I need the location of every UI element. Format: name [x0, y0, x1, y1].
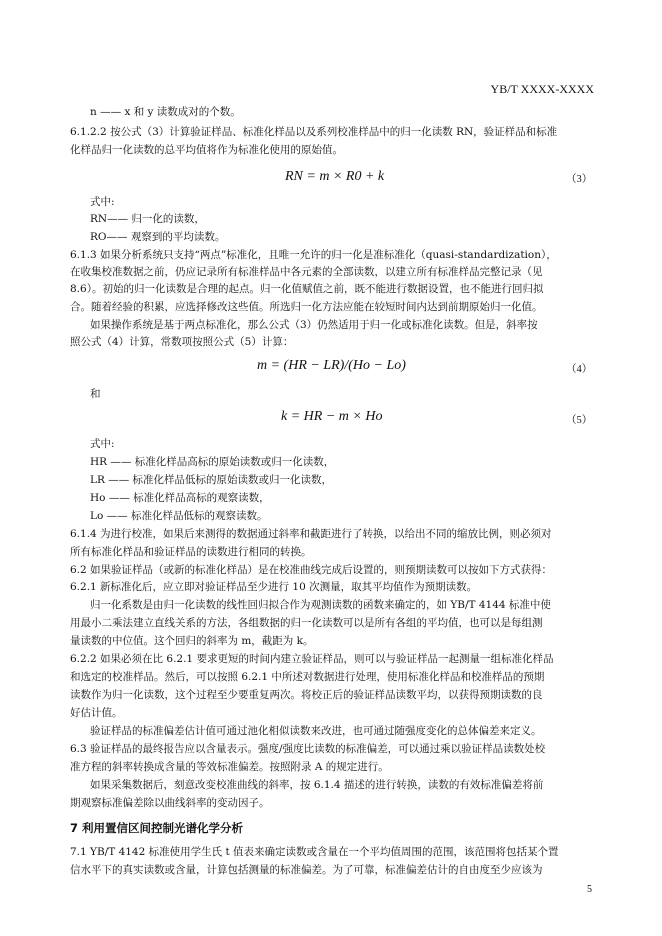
- text-line: n —— x 和 y 读数成对的个数。: [90, 106, 241, 118]
- text-line: 准方程的斜率转换成含量的等效标准偏差。按照附录 A 的规定进行。: [70, 761, 389, 773]
- text-line: 归一化系数是由归一化读数的线性回归拟合作为观测读数的函数来确定的，如 YB/T 4144 标准中使: [90, 599, 551, 611]
- text-line: 6.2 如果验证样品（或新的标准化样品）是在校准曲线完成后设置的，则预期读数可以按如下方式获得：: [70, 564, 553, 576]
- text-line: 6.2.1 新标准化后，应立即对验证样品至少进行 10 次测量，取其平均值作为预期读数。: [70, 581, 478, 593]
- equation-4: m = (HR − LR)/(Ho − Lo): [257, 358, 406, 373]
- text-line: 如果采集数据后，刻意改变校准曲线的斜率，按 6.1.4 描述的进行转换，读数的有效标准偏差将前: [90, 779, 544, 791]
- text-line: LR —— 标准化样品低标的原始读数或归一化读数，: [90, 474, 333, 486]
- text-line: 合。随着经验的积累，应选择修改这些值。所选归一化方法应能在较短时间内达到前期原始归一化值。: [70, 301, 543, 313]
- text-line: Ho —— 标准化样品高标的观察读数，: [90, 492, 270, 504]
- text-line: 照公式（4）计算，常数项按照公式（5）计算：: [70, 336, 294, 348]
- text-line: 7.1 YB/T 4142 标准使用学生氏 t 值表来确定读数或含量在一个平均值周围的范围，该范围将包括某个置: [70, 846, 559, 858]
- text-line: 式中:: [90, 196, 115, 208]
- text-line: RO—— 观察到的平均读数。: [90, 231, 226, 243]
- text-line: 好估计值。: [70, 707, 123, 719]
- text-line: 读数作为归一化读数，这个过程至少要重复两次。将校正后的验证样品读数平均，以获得预期读数的良: [70, 689, 543, 701]
- text-line: 在收集校准数据之前，仍应记录所有标准样品中各元素的全部读数，以建立所有标准样品完整记录（见: [70, 266, 543, 278]
- text-line: 6.3 验证样品的最终报告应以含量表示。强度/强度比读数的标准偏差，可以通过乘以验证样品读数处校: [70, 743, 546, 755]
- text-line: 量读数的中位值。这个回归的斜率为 m，截距为 k。: [70, 635, 314, 647]
- text-line: 8.6）。初始的归一化读数是合理的起点。归一化值赋值之前，既不能进行数据设置，也不能进行回归拟: [70, 283, 544, 295]
- text-line: 和选定的校准样品。然后，可以按照 6.2.1 中所述对数据进行处理，使用标准化样品和校准样品的预期: [70, 671, 545, 683]
- text-line: 化样品归一化读数的总平均值将作为标准化使用的原始值。: [70, 144, 343, 156]
- section-7-heading: 7 利用置信区间控制光谱化学分析: [70, 821, 244, 835]
- text-line: Lo —— 标准化样品低标的观察读数。: [90, 510, 268, 522]
- text-line: 6.1.4 为进行校准，如果后来测得的数据通过斜率和截距进行了转换，以给出不同的缩放比例，则必须对: [70, 528, 552, 540]
- equation-3-number: （3）: [566, 174, 593, 185]
- text-line: 式中:: [90, 438, 115, 450]
- text-line: 验证样品的标准偏差估计值可通过池化相似读数来改进，也可通过随强度变化的总体偏差来定义。: [90, 725, 542, 737]
- document-id-header: YB/T XXXX-XXXX: [490, 82, 594, 96]
- text-line: 和: [90, 388, 101, 400]
- text-line: 信水平下的真实读数或含量，计算包括测量的标准偏差。为了可靠，标准偏差估计的自由度至少应该为: [70, 864, 543, 876]
- text-line: 6.1.2.2 按公式（3）计算验证样品、标准化样品以及系列校准样品中的归一化读数 RN，验证样品和标准: [70, 126, 558, 138]
- text-line: HR —— 标准化样品高标的原始读数或归一化读数，: [90, 456, 335, 468]
- text-line: 6.2.2 如果必须在比 6.2.1 要求更短的时间内建立验证样品，则可以与验证样品一起测量一组标准化样品: [70, 653, 554, 665]
- equation-5: k = HR − m × Ho: [281, 409, 383, 424]
- equation-3: RN = m × R0 + k: [285, 169, 385, 184]
- page-number: 5: [587, 884, 592, 895]
- text-line: 用最小二乘法建立直线关系的方法，各组数据的归一化读数可以是所有各组的平均值，也可以是每组测: [70, 617, 543, 629]
- equation-4-number: （4）: [566, 364, 593, 375]
- text-line: 所有标准化样品和验证样品的读数进行相同的转换。: [70, 546, 312, 558]
- equation-5-number: （5）: [566, 415, 593, 426]
- text-line: RN—— 归一化的读数，: [90, 213, 205, 225]
- text-line: 6.1.3 如果分析系统只支持“两点”标准化，且唯一允许的归一化是准标准化（quasi-standardization），: [70, 249, 557, 261]
- text-line: 期观察标准偏差除以曲线斜率的变动因子。: [70, 797, 270, 809]
- text-line: 如果操作系统是基于两点标准化，那么公式（3）仍然适用于归一化或标准化读数。但是，斜率按: [90, 319, 538, 331]
